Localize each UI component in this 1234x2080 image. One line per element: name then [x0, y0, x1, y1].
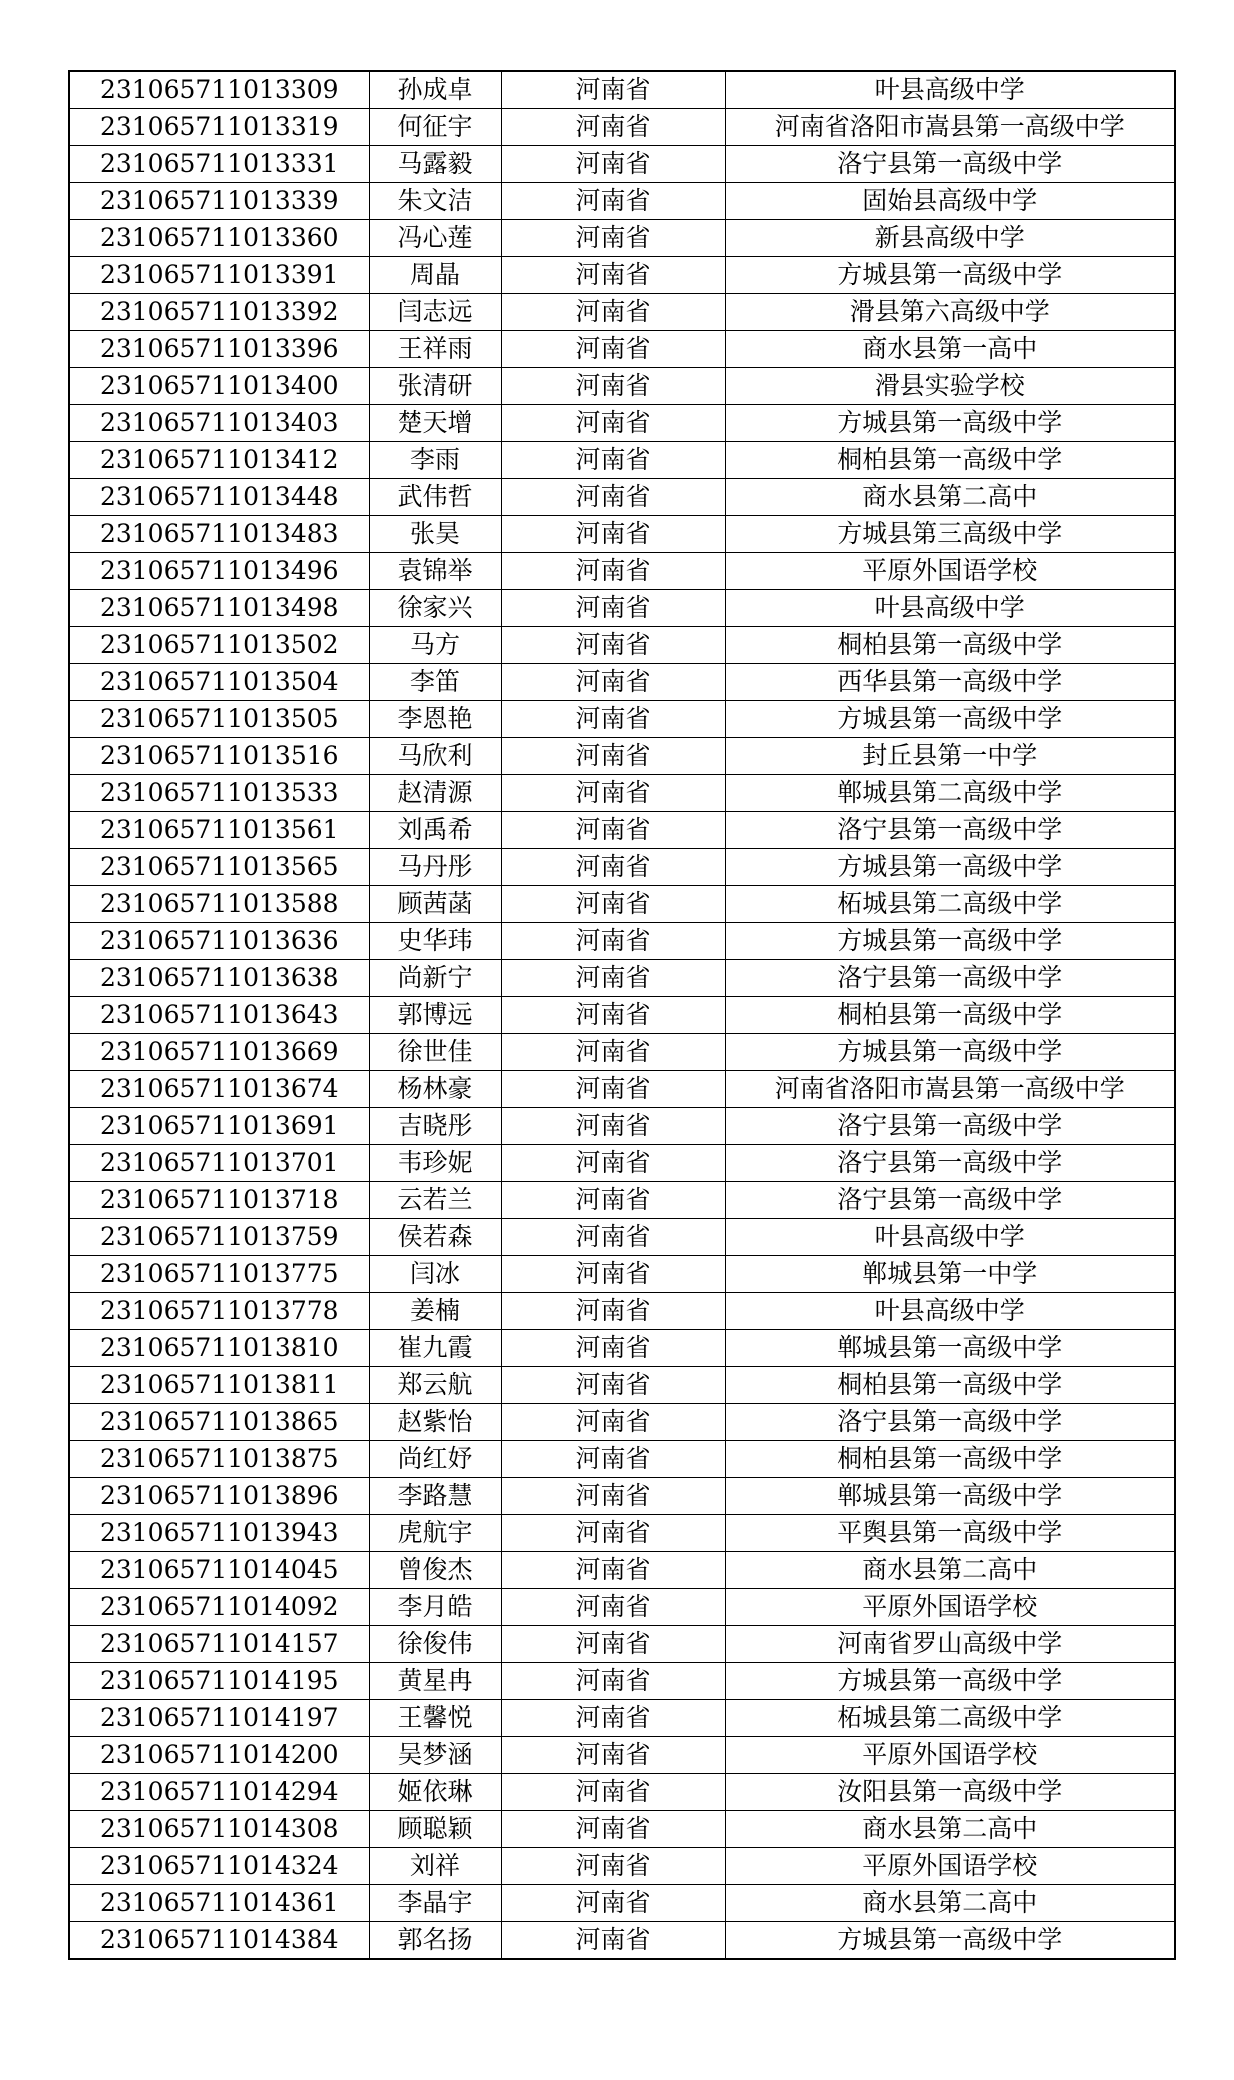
table-row [69, 294, 1175, 331]
province-cell: 河南省 [501, 775, 725, 812]
table-row [69, 516, 1175, 553]
table-row [69, 1145, 1175, 1182]
student-name-cell: 曾俊杰 [369, 1552, 501, 1589]
exam-id-cell: 231065711013701 [69, 1145, 369, 1182]
student-name-cell: 史华玮 [369, 923, 501, 960]
exam-id-cell: 231065711013516 [69, 738, 369, 775]
province-cell: 河南省 [501, 1071, 725, 1108]
table-row [69, 1404, 1175, 1441]
exam-id-cell: 231065711014361 [69, 1885, 369, 1922]
province-cell: 河南省 [501, 1663, 725, 1700]
student-name-cell: 刘祥 [369, 1848, 501, 1885]
school-cell: 洛宁县第一高级中学 [725, 1108, 1175, 1145]
table-row [69, 812, 1175, 849]
school-cell: 柘城县第二高级中学 [725, 886, 1175, 923]
exam-id-cell: 231065711013588 [69, 886, 369, 923]
province-cell: 河南省 [501, 627, 725, 664]
exam-id-cell: 231065711013502 [69, 627, 369, 664]
school-cell: 洛宁县第一高级中学 [725, 1404, 1175, 1441]
table-row [69, 220, 1175, 257]
student-name-cell: 郑云航 [369, 1367, 501, 1404]
school-cell: 方城县第一高级中学 [725, 1034, 1175, 1071]
school-cell: 滑县第六高级中学 [725, 294, 1175, 331]
exam-id-cell: 231065711013319 [69, 109, 369, 146]
school-cell: 方城县第三高级中学 [725, 516, 1175, 553]
exam-id-cell: 231065711013643 [69, 997, 369, 1034]
student-name-cell: 张昊 [369, 516, 501, 553]
province-cell: 河南省 [501, 516, 725, 553]
province-cell: 河南省 [501, 442, 725, 479]
school-cell: 平原外国语学校 [725, 553, 1175, 590]
exam-id-cell: 231065711013339 [69, 183, 369, 220]
exam-id-cell: 231065711014324 [69, 1848, 369, 1885]
table-row [69, 1219, 1175, 1256]
exam-id-cell: 231065711013691 [69, 1108, 369, 1145]
table-row [69, 1182, 1175, 1219]
exam-id-cell: 231065711013865 [69, 1404, 369, 1441]
school-cell: 河南省洛阳市嵩县第一高级中学 [725, 109, 1175, 146]
school-cell: 河南省罗山高级中学 [725, 1626, 1175, 1663]
province-cell: 河南省 [501, 71, 725, 109]
student-name-cell: 徐家兴 [369, 590, 501, 627]
province-cell: 河南省 [501, 1700, 725, 1737]
province-cell: 河南省 [501, 1293, 725, 1330]
school-cell: 洛宁县第一高级中学 [725, 1182, 1175, 1219]
province-cell: 河南省 [501, 886, 725, 923]
student-name-cell: 马露毅 [369, 146, 501, 183]
school-cell: 商水县第二高中 [725, 1885, 1175, 1922]
province-cell: 河南省 [501, 1330, 725, 1367]
student-name-cell: 徐世佳 [369, 1034, 501, 1071]
province-cell: 河南省 [501, 405, 725, 442]
exam-id-cell: 231065711014195 [69, 1663, 369, 1700]
table-row [69, 1515, 1175, 1552]
school-cell: 洛宁县第一高级中学 [725, 812, 1175, 849]
school-cell: 商水县第一高中 [725, 331, 1175, 368]
school-cell: 郸城县第一中学 [725, 1256, 1175, 1293]
student-name-cell: 闫冰 [369, 1256, 501, 1293]
province-cell: 河南省 [501, 220, 725, 257]
table-row [69, 1700, 1175, 1737]
school-cell: 方城县第一高级中学 [725, 1922, 1175, 1960]
province-cell: 河南省 [501, 183, 725, 220]
exam-id-cell: 231065711014384 [69, 1922, 369, 1960]
exam-id-cell: 231065711013396 [69, 331, 369, 368]
province-cell: 河南省 [501, 1589, 725, 1626]
exam-id-cell: 231065711014092 [69, 1589, 369, 1626]
province-cell: 河南省 [501, 1034, 725, 1071]
school-cell: 叶县高级中学 [725, 590, 1175, 627]
exam-id-cell: 231065711013331 [69, 146, 369, 183]
table-row [69, 1774, 1175, 1811]
exam-id-cell: 231065711013391 [69, 257, 369, 294]
exam-id-cell: 231065711013875 [69, 1441, 369, 1478]
province-cell: 河南省 [501, 1108, 725, 1145]
table-row [69, 849, 1175, 886]
province-cell: 河南省 [501, 1367, 725, 1404]
exam-id-cell: 231065711013718 [69, 1182, 369, 1219]
province-cell: 河南省 [501, 1145, 725, 1182]
table-row [69, 701, 1175, 738]
school-cell: 桐柏县第一高级中学 [725, 1367, 1175, 1404]
exam-id-cell: 231065711013636 [69, 923, 369, 960]
table-row [69, 1367, 1175, 1404]
student-name-cell: 李雨 [369, 442, 501, 479]
student-name-cell: 李恩艳 [369, 701, 501, 738]
table-row [69, 71, 1175, 109]
exam-id-cell: 231065711013943 [69, 1515, 369, 1552]
table-row [69, 1922, 1175, 1960]
school-cell: 平原外国语学校 [725, 1589, 1175, 1626]
student-name-cell: 朱文洁 [369, 183, 501, 220]
province-cell: 河南省 [501, 1737, 725, 1774]
table-row [69, 1552, 1175, 1589]
table-row [69, 1034, 1175, 1071]
province-cell: 河南省 [501, 997, 725, 1034]
table-row [69, 1330, 1175, 1367]
exam-id-cell: 231065711013309 [69, 71, 369, 109]
table-row [69, 368, 1175, 405]
student-name-cell: 吉晓彤 [369, 1108, 501, 1145]
province-cell: 河南省 [501, 1922, 725, 1960]
school-cell: 桐柏县第一高级中学 [725, 1441, 1175, 1478]
table-row [69, 590, 1175, 627]
exam-id-cell: 231065711013448 [69, 479, 369, 516]
school-cell: 平舆县第一高级中学 [725, 1515, 1175, 1552]
table-row [69, 1885, 1175, 1922]
table-row [69, 886, 1175, 923]
school-cell: 商水县第二高中 [725, 479, 1175, 516]
school-cell: 叶县高级中学 [725, 1293, 1175, 1330]
student-name-cell: 李路慧 [369, 1478, 501, 1515]
province-cell: 河南省 [501, 294, 725, 331]
province-cell: 河南省 [501, 1811, 725, 1848]
school-cell: 商水县第二高中 [725, 1811, 1175, 1848]
school-cell: 汝阳县第一高级中学 [725, 1774, 1175, 1811]
table-row [69, 1441, 1175, 1478]
table-row [69, 1256, 1175, 1293]
table-row [69, 1108, 1175, 1145]
exam-id-cell: 231065711014045 [69, 1552, 369, 1589]
exam-id-cell: 231065711013403 [69, 405, 369, 442]
school-cell: 洛宁县第一高级中学 [725, 1145, 1175, 1182]
province-cell: 河南省 [501, 553, 725, 590]
province-cell: 河南省 [501, 1515, 725, 1552]
student-name-cell: 张清研 [369, 368, 501, 405]
table-row [69, 183, 1175, 220]
student-name-cell: 吴梦涵 [369, 1737, 501, 1774]
table-row [69, 405, 1175, 442]
exam-id-cell: 231065711013392 [69, 294, 369, 331]
table-row [69, 1293, 1175, 1330]
exam-id-cell: 231065711013505 [69, 701, 369, 738]
table-row [69, 1589, 1175, 1626]
province-cell: 河南省 [501, 1885, 725, 1922]
province-cell: 河南省 [501, 923, 725, 960]
table-row [69, 960, 1175, 997]
student-name-cell: 郭博远 [369, 997, 501, 1034]
student-name-cell: 姜楠 [369, 1293, 501, 1330]
student-name-cell: 姬依琳 [369, 1774, 501, 1811]
province-cell: 河南省 [501, 1441, 725, 1478]
school-cell: 平原外国语学校 [725, 1737, 1175, 1774]
exam-id-cell: 231065711014200 [69, 1737, 369, 1774]
school-cell: 河南省洛阳市嵩县第一高级中学 [725, 1071, 1175, 1108]
exam-id-cell: 231065711013638 [69, 960, 369, 997]
student-name-cell: 郭名扬 [369, 1922, 501, 1960]
province-cell: 河南省 [501, 1182, 725, 1219]
school-cell: 方城县第一高级中学 [725, 1663, 1175, 1700]
school-cell: 方城县第一高级中学 [725, 849, 1175, 886]
student-name-cell: 周晶 [369, 257, 501, 294]
table-row [69, 627, 1175, 664]
table-row [69, 257, 1175, 294]
province-cell: 河南省 [501, 1256, 725, 1293]
table-body [69, 71, 1175, 1959]
school-cell: 柘城县第二高级中学 [725, 1700, 1175, 1737]
student-name-cell: 侯若森 [369, 1219, 501, 1256]
exam-id-cell: 231065711013498 [69, 590, 369, 627]
province-cell: 河南省 [501, 257, 725, 294]
province-cell: 河南省 [501, 1848, 725, 1885]
province-cell: 河南省 [501, 146, 725, 183]
school-cell: 桐柏县第一高级中学 [725, 997, 1175, 1034]
province-cell: 河南省 [501, 849, 725, 886]
student-name-cell: 顾茜菡 [369, 886, 501, 923]
school-cell: 西华县第一高级中学 [725, 664, 1175, 701]
exam-id-cell: 231065711014294 [69, 1774, 369, 1811]
province-cell: 河南省 [501, 664, 725, 701]
table-row [69, 442, 1175, 479]
student-name-cell: 李晶宇 [369, 1885, 501, 1922]
province-cell: 河南省 [501, 109, 725, 146]
province-cell: 河南省 [501, 1552, 725, 1589]
table-row [69, 553, 1175, 590]
student-name-cell: 李月皓 [369, 1589, 501, 1626]
exam-id-cell: 231065711013669 [69, 1034, 369, 1071]
student-name-cell: 刘禹希 [369, 812, 501, 849]
exam-id-cell: 231065711013811 [69, 1367, 369, 1404]
student-name-cell: 王祥雨 [369, 331, 501, 368]
school-cell: 方城县第一高级中学 [725, 701, 1175, 738]
student-name-cell: 赵紫怡 [369, 1404, 501, 1441]
table-row [69, 109, 1175, 146]
school-cell: 平原外国语学校 [725, 1848, 1175, 1885]
province-cell: 河南省 [501, 701, 725, 738]
exam-id-cell: 231065711014308 [69, 1811, 369, 1848]
student-name-cell: 楚天增 [369, 405, 501, 442]
table-row [69, 1071, 1175, 1108]
exam-id-cell: 231065711013483 [69, 516, 369, 553]
province-cell: 河南省 [501, 738, 725, 775]
school-cell: 商水县第二高中 [725, 1552, 1175, 1589]
exam-id-cell: 231065711013674 [69, 1071, 369, 1108]
exam-id-cell: 231065711013496 [69, 553, 369, 590]
student-name-cell: 闫志远 [369, 294, 501, 331]
exam-id-cell: 231065711013412 [69, 442, 369, 479]
student-name-cell: 李笛 [369, 664, 501, 701]
table-row [69, 1848, 1175, 1885]
student-name-cell: 杨林豪 [369, 1071, 501, 1108]
exam-id-cell: 231065711013810 [69, 1330, 369, 1367]
student-name-cell: 袁锦举 [369, 553, 501, 590]
table-row [69, 1478, 1175, 1515]
province-cell: 河南省 [501, 1404, 725, 1441]
exam-id-cell: 231065711013561 [69, 812, 369, 849]
admission-table [68, 70, 1176, 1960]
school-cell: 叶县高级中学 [725, 1219, 1175, 1256]
table-row [69, 1663, 1175, 1700]
school-cell: 郸城县第一高级中学 [725, 1478, 1175, 1515]
school-cell: 郸城县第一高级中学 [725, 1330, 1175, 1367]
student-name-cell: 云若兰 [369, 1182, 501, 1219]
province-cell: 河南省 [501, 479, 725, 516]
student-name-cell: 顾聪颖 [369, 1811, 501, 1848]
exam-id-cell: 231065711013400 [69, 368, 369, 405]
student-name-cell: 冯心莲 [369, 220, 501, 257]
student-name-cell: 徐俊伟 [369, 1626, 501, 1663]
student-name-cell: 尚新宁 [369, 960, 501, 997]
province-cell: 河南省 [501, 812, 725, 849]
exam-id-cell: 231065711013360 [69, 220, 369, 257]
table-row [69, 1737, 1175, 1774]
exam-id-cell: 231065711013896 [69, 1478, 369, 1515]
school-cell: 郸城县第二高级中学 [725, 775, 1175, 812]
table-row [69, 738, 1175, 775]
province-cell: 河南省 [501, 331, 725, 368]
school-cell: 封丘县第一中学 [725, 738, 1175, 775]
student-name-cell: 王馨悦 [369, 1700, 501, 1737]
exam-id-cell: 231065711013533 [69, 775, 369, 812]
exam-id-cell: 231065711013759 [69, 1219, 369, 1256]
table-row [69, 1626, 1175, 1663]
province-cell: 河南省 [501, 590, 725, 627]
exam-id-cell: 231065711013565 [69, 849, 369, 886]
student-name-cell: 虎航宇 [369, 1515, 501, 1552]
school-cell: 桐柏县第一高级中学 [725, 442, 1175, 479]
table-row [69, 997, 1175, 1034]
school-cell: 方城县第一高级中学 [725, 257, 1175, 294]
student-name-cell: 崔九霞 [369, 1330, 501, 1367]
table-row [69, 479, 1175, 516]
province-cell: 河南省 [501, 368, 725, 405]
student-name-cell: 尚红妤 [369, 1441, 501, 1478]
school-cell: 叶县高级中学 [725, 71, 1175, 109]
school-cell: 方城县第一高级中学 [725, 923, 1175, 960]
province-cell: 河南省 [501, 1774, 725, 1811]
school-cell: 洛宁县第一高级中学 [725, 960, 1175, 997]
table-row [69, 923, 1175, 960]
exam-id-cell: 231065711014157 [69, 1626, 369, 1663]
student-name-cell: 马欣利 [369, 738, 501, 775]
table-row [69, 775, 1175, 812]
table-row [69, 331, 1175, 368]
school-cell: 固始县高级中学 [725, 183, 1175, 220]
student-name-cell: 黄星冉 [369, 1663, 501, 1700]
student-name-cell: 何征宇 [369, 109, 501, 146]
school-cell: 桐柏县第一高级中学 [725, 627, 1175, 664]
student-name-cell: 赵清源 [369, 775, 501, 812]
exam-id-cell: 231065711013775 [69, 1256, 369, 1293]
student-name-cell: 武伟哲 [369, 479, 501, 516]
school-cell: 洛宁县第一高级中学 [725, 146, 1175, 183]
student-name-cell: 马丹彤 [369, 849, 501, 886]
province-cell: 河南省 [501, 1478, 725, 1515]
province-cell: 河南省 [501, 960, 725, 997]
school-cell: 方城县第一高级中学 [725, 405, 1175, 442]
province-cell: 河南省 [501, 1219, 725, 1256]
exam-id-cell: 231065711013504 [69, 664, 369, 701]
exam-id-cell: 231065711014197 [69, 1700, 369, 1737]
school-cell: 新县高级中学 [725, 220, 1175, 257]
exam-id-cell: 231065711013778 [69, 1293, 369, 1330]
student-name-cell: 马方 [369, 627, 501, 664]
school-cell: 滑县实验学校 [725, 368, 1175, 405]
province-cell: 河南省 [501, 1626, 725, 1663]
student-name-cell: 韦珍妮 [369, 1145, 501, 1182]
table-row [69, 664, 1175, 701]
student-name-cell: 孙成卓 [369, 71, 501, 109]
table-row [69, 1811, 1175, 1848]
table-row [69, 146, 1175, 183]
